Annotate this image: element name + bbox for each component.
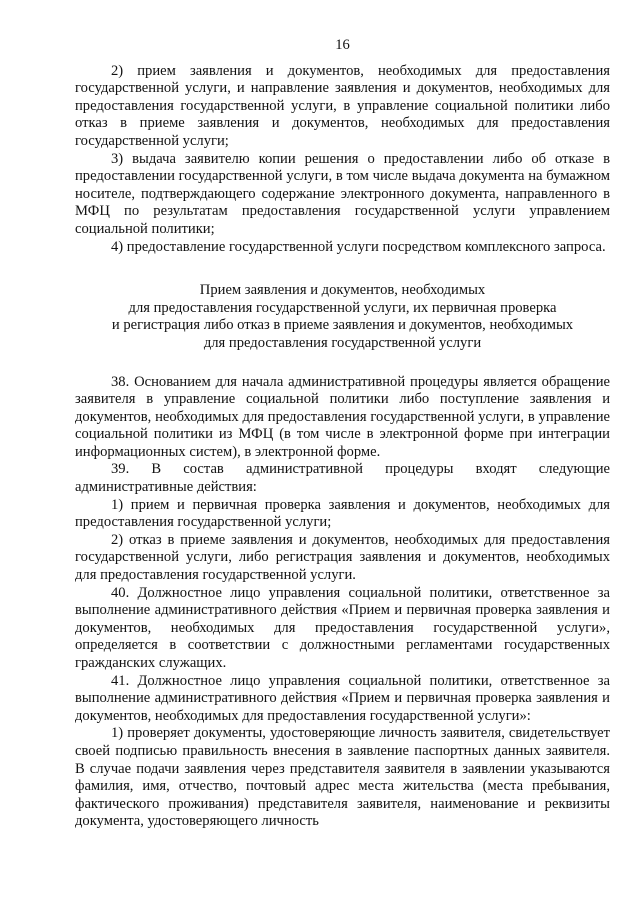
section-heading-line: для предоставления государственной услуги <box>203 334 482 351</box>
section-heading <box>75 282 610 352</box>
paragraph-39: 39. В состав административной процедуры входят следующие административные действия: <box>75 461 610 496</box>
paragraph-39-item-2: 2) отказ в приеме заявления и документов, необходимых для предоставления государственной услуги, либо регистрация заявления и документов, необходимых для предоставления государственной услуги. <box>75 531 610 584</box>
page-number: 16 <box>335 37 350 53</box>
section-heading-line: и регистрация либо отказ в приеме заявления и документов, необходимых <box>111 317 574 334</box>
paragraph-40: 40. Должностное лицо управления социальной политики, ответственное за выполнение административного действия «Прием и первичная проверка заявления и документов, необходимых для предоставления государственной услуги», определяется в соответствии с должностными регламентами государственных гражданских служащих. <box>75 584 610 671</box>
paragraph-41: 41. Должностное лицо управления социальной политики, ответственное за выполнение административного действия «Прием и первичная проверка заявления и документов, необходимых для предоставления государственной услуги»: <box>75 672 610 724</box>
paragraph-39-item-1: 1) прием и первичная проверка заявления и документов, необходимых для предоставления государственной услуги; <box>75 496 610 531</box>
section-heading-line: для предоставления государственной услуги, их первичная проверка <box>128 299 557 316</box>
section-heading-line: Прием заявления и документов, необходимых <box>199 282 486 299</box>
paragraph-item-3: 3) выдача заявителю копии решения о предоставлении либо об отказе в предоставлении государственной услуги, в том числе выдача документа на бумажном носителе, подтверждающего содержание электронного документа, направленного в МФЦ по результатам предоставления государственной услуги управлением социальной политики; <box>75 150 610 237</box>
paragraph-item-2: 2) прием заявления и документов, необходимых для предоставления государственной услуги, и направление заявления и документов, необходимых для предоставления государственной услуги, в управление социальной политики либо отказ в приеме заявления и документов, необходимых для предоставления государственной услуги; <box>75 62 610 149</box>
paragraph-41-item-1: 1) проверяет документы, удостоверяющие личность заявителя, свидетельствует своей подписью правильность внесения в заявление паспортных данных заявителя. В случае подачи заявления через представителя заявителя в заявлении указываются фамилия, имя, отчество, почтовый адрес места жительства (места пребывания, фактического проживания) представителя заявителя, наименование и реквизиты документа, удостоверяющего личность <box>75 725 610 830</box>
paragraph-38: 38. Основанием для начала административной процедуры является обращение заявителя в управление социальной политики либо поступление заявления и документов, необходимых для предоставления государственной услуги, в управление социальной политики из МФЦ (в том числе в электронной форме при интеграции информационных систем), в электронной форме. <box>75 373 610 460</box>
paragraph-item-4: 4) предоставление государственной услуги посредством комплексного запроса. <box>111 238 606 255</box>
